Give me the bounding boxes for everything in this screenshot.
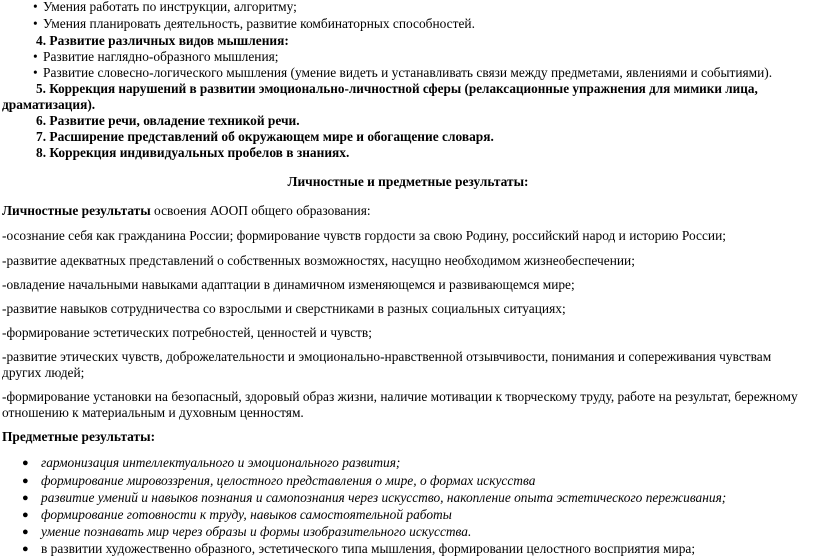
personal-item-6-line-1: -развитие этических чувств, доброжелательности и эмоционально-нравственной отзывчивости, понимания и сопереживания чувствам [2, 349, 772, 364]
intro-bullet-text: Умения планировать деятельность, развитие комбинаторных способностей. [43, 16, 475, 31]
subject-item-3: развитие умений и навыков познания и самопознания через искусство, накопление опыта эстетического переживания; [41, 490, 727, 505]
subject-item-4: формирование готовности к труду, навыков самостоятельной работы [41, 507, 452, 522]
personal-results-label-rest: освоения АООП общего образования: [150, 203, 371, 218]
personal-item-5: -формирование эстетических потребностей, ценностей и чувств; [2, 325, 372, 340]
section-4-bullet-2: • Развитие словесно-логического мышления (умение видеть и устанавливать связи между предметами, явлениями и событиями). [33, 65, 773, 80]
section-5-line-1: 5. Коррекция нарушений в развитии эмоционально-личностной сферы (релаксационные упражнения для мимики лица, [36, 81, 758, 96]
section-4-bullet-text: Развитие словесно-логического мышления (умение видеть и устанавливать связи между предметами, явлениями и событиями). [43, 65, 773, 80]
bullet-icon: ● [22, 492, 29, 504]
section-4-bullet-text: Развитие наглядно-образного мышления; [43, 49, 279, 64]
results-heading: Личностные и предметные результаты: [287, 174, 529, 189]
bullet-icon: ● [22, 543, 29, 555]
section-4-bullet-1: • Развитие наглядно-образного мышления; [33, 49, 279, 64]
bullet-icon: ● [22, 457, 29, 469]
bullet-icon: ● [22, 509, 29, 521]
section-8: 8. Коррекция индивидуальных пробелов в знаниях. [36, 145, 350, 160]
personal-results-intro [2, 203, 371, 219]
section-5-line-2: драматизация). [2, 97, 96, 112]
personal-item-3: -овладение начальными навыками адаптации в динамичном изменяющемся и развивающемся мире; [2, 277, 575, 292]
intro-bullet-text: Умения работать по инструкции, алгоритму; [43, 0, 297, 14]
personal-item-6-line-2: других людей; [2, 365, 85, 380]
subject-item-6: в развитии художественно образного, эстетического типа мышления, формировании целостного восприятия мира; [41, 541, 696, 556]
intro-bullet-2: • Умения планировать деятельность, развитие комбинаторных способностей. [33, 16, 475, 31]
section-6: 6. Развитие речи, овладение техникой речи. [36, 113, 300, 128]
subject-item-5: умение познавать мир через образы и формы изобразительного искусства. [41, 524, 472, 539]
subject-item-2: формирование мировоззрения, целостного представления о мире, о формах искусства [41, 473, 536, 488]
bullet-icon: ● [22, 526, 29, 538]
personal-item-7-line-2: отношению к материальным и духовным ценностям. [2, 405, 304, 420]
personal-item-7-line-1: -формирование установки на безопасный, здоровый образ жизни, наличие мотивации к творческому труду, работе на результат, бережному [2, 389, 798, 404]
subject-item-1: гармонизация интеллектуального и эмоционального развития; [41, 455, 401, 470]
personal-item-4: -развитие навыков сотрудничества со взрослыми и сверстниками в разных социальных ситуациях; [2, 301, 566, 316]
bullet-icon: ● [22, 475, 29, 487]
personal-item-1: -осознание себя как гражданина России; формирование чувств гордости за свою Родину, российский народ и историю России; [2, 228, 726, 243]
personal-item-2: -развитие адекватных представлений о собственных возможностях, насущно необходимом жизнеобеспечении; [2, 253, 635, 268]
section-7: 7. Расширение представлений об окружающем мире и обогащение словаря. [36, 129, 494, 144]
section-4-heading: 4. Развитие различных видов мышления: [36, 33, 289, 48]
intro-bullet-1: • Умения работать по инструкции, алгоритму; [33, 0, 297, 14]
personal-results-label: Личностные результаты [2, 203, 151, 218]
subject-results-heading: Предметные результаты: [2, 429, 156, 444]
